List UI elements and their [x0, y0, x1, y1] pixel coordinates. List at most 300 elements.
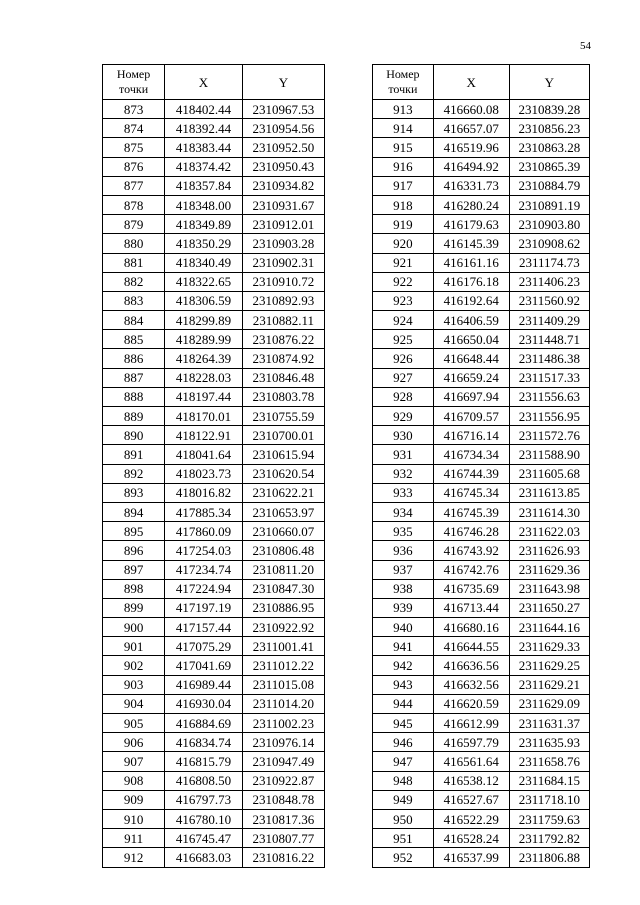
x-coordinate-cell: 416561.64	[433, 752, 509, 771]
table-row	[373, 694, 590, 713]
y-coordinate-cell: 2310903.80	[509, 215, 589, 234]
y-coordinate-cell: 2310811.20	[242, 560, 324, 579]
table-row	[373, 579, 590, 598]
x-coordinate-cell: 416716.14	[433, 426, 509, 445]
x-coordinate-cell: 416745.47	[165, 829, 243, 848]
y-coordinate-cell: 2310660.07	[242, 522, 324, 541]
x-coordinate-cell: 416746.28	[433, 522, 509, 541]
point-number-cell: 924	[373, 311, 434, 330]
table-header-row	[373, 65, 590, 100]
x-coordinate-cell: 416989.44	[165, 675, 243, 694]
table-row	[103, 100, 325, 119]
point-number-cell: 944	[373, 694, 434, 713]
point-number-cell: 890	[103, 426, 165, 445]
table-row	[373, 234, 590, 253]
x-coordinate-cell: 418340.49	[165, 253, 243, 272]
x-coordinate-cell: 416527.67	[433, 790, 509, 809]
point-number-cell: 925	[373, 330, 434, 349]
table-row	[373, 215, 590, 234]
table-row	[373, 541, 590, 560]
point-number-cell: 909	[103, 790, 165, 809]
table-row	[373, 809, 590, 828]
point-number-cell: 943	[373, 675, 434, 694]
x-coordinate-cell: 416161.16	[433, 253, 509, 272]
y-coordinate-cell: 2310910.72	[242, 272, 324, 291]
header-y: Y	[509, 65, 589, 100]
x-coordinate-cell: 416680.16	[433, 618, 509, 637]
point-number-cell: 898	[103, 579, 165, 598]
y-coordinate-cell: 2311556.63	[509, 387, 589, 406]
y-coordinate-cell: 2310865.39	[509, 157, 589, 176]
table-row	[373, 771, 590, 790]
point-number-cell: 928	[373, 387, 434, 406]
table-row	[373, 637, 590, 656]
y-coordinate-cell: 2311629.36	[509, 560, 589, 579]
y-coordinate-cell: 2311486.38	[509, 349, 589, 368]
point-number-cell: 912	[103, 848, 165, 867]
x-coordinate-cell: 418348.00	[165, 195, 243, 214]
point-number-cell: 952	[373, 848, 434, 867]
y-coordinate-cell: 2310947.49	[242, 752, 324, 771]
header-x: X	[165, 65, 243, 100]
y-coordinate-cell: 2310755.59	[242, 407, 324, 426]
point-number-cell: 923	[373, 291, 434, 310]
point-number-cell: 945	[373, 714, 434, 733]
y-coordinate-cell: 2311174.73	[509, 253, 589, 272]
y-coordinate-cell: 2310622.21	[242, 483, 324, 502]
table-row	[103, 464, 325, 483]
y-coordinate-cell: 2311626.93	[509, 541, 589, 560]
point-number-cell: 950	[373, 809, 434, 828]
point-number-cell: 877	[103, 176, 165, 195]
point-number-cell: 904	[103, 694, 165, 713]
x-coordinate-cell: 416331.73	[433, 176, 509, 195]
y-coordinate-cell: 2310806.48	[242, 541, 324, 560]
y-coordinate-cell: 2310700.01	[242, 426, 324, 445]
table-row	[373, 387, 590, 406]
point-number-cell: 907	[103, 752, 165, 771]
point-number-cell: 882	[103, 272, 165, 291]
x-coordinate-cell: 416612.99	[433, 714, 509, 733]
x-coordinate-cell: 416745.39	[433, 502, 509, 521]
x-coordinate-cell: 416620.59	[433, 694, 509, 713]
table-row	[373, 138, 590, 157]
point-number-cell: 937	[373, 560, 434, 579]
x-coordinate-cell: 416683.03	[165, 848, 243, 867]
table-row	[103, 694, 325, 713]
y-coordinate-cell: 2310912.01	[242, 215, 324, 234]
point-number-cell: 934	[373, 502, 434, 521]
table-row	[103, 560, 325, 579]
y-coordinate-cell: 2310876.22	[242, 330, 324, 349]
y-coordinate-cell: 2310803.78	[242, 387, 324, 406]
point-number-cell: 938	[373, 579, 434, 598]
x-coordinate-cell: 417224.94	[165, 579, 243, 598]
x-coordinate-cell: 416192.64	[433, 291, 509, 310]
x-coordinate-cell: 416780.10	[165, 809, 243, 828]
table-row	[373, 407, 590, 426]
table-row	[103, 733, 325, 752]
table-row	[373, 195, 590, 214]
y-coordinate-cell: 2310967.53	[242, 100, 324, 119]
point-number-cell: 931	[373, 445, 434, 464]
table-row	[373, 349, 590, 368]
table-row	[103, 215, 325, 234]
y-coordinate-cell: 2311001.41	[242, 637, 324, 656]
x-coordinate-cell: 416660.08	[433, 100, 509, 119]
x-coordinate-cell: 418392.44	[165, 119, 243, 138]
y-coordinate-cell: 2311605.68	[509, 464, 589, 483]
y-coordinate-cell: 2310934.82	[242, 176, 324, 195]
x-coordinate-cell: 416648.44	[433, 349, 509, 368]
point-number-cell: 902	[103, 656, 165, 675]
x-coordinate-cell: 416697.94	[433, 387, 509, 406]
table-header-row	[103, 65, 325, 100]
y-coordinate-cell: 2311629.33	[509, 637, 589, 656]
table-row	[373, 291, 590, 310]
y-coordinate-cell: 2310976.14	[242, 733, 324, 752]
table-row	[103, 157, 325, 176]
x-coordinate-cell: 417234.74	[165, 560, 243, 579]
x-coordinate-cell: 417157.44	[165, 618, 243, 637]
y-coordinate-cell: 2310931.67	[242, 195, 324, 214]
x-coordinate-cell: 416636.56	[433, 656, 509, 675]
point-number-cell: 874	[103, 119, 165, 138]
y-coordinate-cell: 2310882.11	[242, 311, 324, 330]
point-number-cell: 896	[103, 541, 165, 560]
y-coordinate-cell: 2310839.28	[509, 100, 589, 119]
table-row	[103, 502, 325, 521]
x-coordinate-cell: 418197.44	[165, 387, 243, 406]
x-coordinate-cell: 416179.63	[433, 215, 509, 234]
x-coordinate-cell: 418402.44	[165, 100, 243, 119]
table-row	[373, 829, 590, 848]
page-number: 54	[580, 40, 591, 52]
y-coordinate-cell: 2310891.19	[509, 195, 589, 214]
table-row	[373, 560, 590, 579]
point-number-cell: 933	[373, 483, 434, 502]
header-point-number: Номер точки	[373, 65, 434, 100]
x-coordinate-cell: 416808.50	[165, 771, 243, 790]
x-coordinate-cell: 416406.59	[433, 311, 509, 330]
table-row	[103, 119, 325, 138]
table-row	[103, 483, 325, 502]
table-row	[103, 426, 325, 445]
point-number-cell: 913	[373, 100, 434, 119]
point-number-cell: 947	[373, 752, 434, 771]
x-coordinate-cell: 416522.29	[433, 809, 509, 828]
x-coordinate-cell: 416734.34	[433, 445, 509, 464]
point-number-cell: 929	[373, 407, 434, 426]
point-number-cell: 888	[103, 387, 165, 406]
x-coordinate-cell: 416519.96	[433, 138, 509, 157]
table-row	[103, 291, 325, 310]
table-row	[373, 598, 590, 617]
point-number-cell: 900	[103, 618, 165, 637]
table-row	[373, 119, 590, 138]
x-coordinate-cell: 416650.04	[433, 330, 509, 349]
y-coordinate-cell: 2311629.09	[509, 694, 589, 713]
point-number-cell: 906	[103, 733, 165, 752]
point-number-cell: 891	[103, 445, 165, 464]
y-coordinate-cell: 2311409.29	[509, 311, 589, 330]
x-coordinate-cell: 416743.92	[433, 541, 509, 560]
y-coordinate-cell: 2311517.33	[509, 368, 589, 387]
x-coordinate-cell: 418306.59	[165, 291, 243, 310]
y-coordinate-cell: 2311015.08	[242, 675, 324, 694]
point-number-cell: 911	[103, 829, 165, 848]
y-coordinate-cell: 2311613.85	[509, 483, 589, 502]
table-row	[103, 234, 325, 253]
point-number-cell: 922	[373, 272, 434, 291]
x-coordinate-cell: 418322.65	[165, 272, 243, 291]
point-number-cell: 887	[103, 368, 165, 387]
x-coordinate-cell: 418299.89	[165, 311, 243, 330]
table-row	[373, 656, 590, 675]
x-coordinate-cell: 416834.74	[165, 733, 243, 752]
x-coordinate-cell: 416745.34	[433, 483, 509, 502]
point-number-cell: 935	[373, 522, 434, 541]
table-row	[373, 368, 590, 387]
coordinates-table-right	[372, 64, 590, 868]
y-coordinate-cell: 2311002.23	[242, 714, 324, 733]
y-coordinate-cell: 2311806.88	[509, 848, 589, 867]
table-row	[373, 618, 590, 637]
coordinates-table-left	[102, 64, 325, 868]
point-number-cell: 936	[373, 541, 434, 560]
y-coordinate-cell: 2310615.94	[242, 445, 324, 464]
y-coordinate-cell: 2311650.27	[509, 598, 589, 617]
table-row	[103, 809, 325, 828]
x-coordinate-cell: 418264.39	[165, 349, 243, 368]
x-coordinate-cell: 417075.29	[165, 637, 243, 656]
y-coordinate-cell: 2311658.76	[509, 752, 589, 771]
y-coordinate-cell: 2311644.16	[509, 618, 589, 637]
x-coordinate-cell: 418023.73	[165, 464, 243, 483]
x-coordinate-cell: 416632.56	[433, 675, 509, 694]
y-coordinate-cell: 2311629.25	[509, 656, 589, 675]
point-number-cell: 942	[373, 656, 434, 675]
table-row	[373, 464, 590, 483]
y-coordinate-cell: 2311718.10	[509, 790, 589, 809]
point-number-cell: 940	[373, 618, 434, 637]
table-row	[103, 771, 325, 790]
y-coordinate-cell: 2311588.90	[509, 445, 589, 464]
y-coordinate-cell: 2310863.28	[509, 138, 589, 157]
y-coordinate-cell: 2310816.22	[242, 848, 324, 867]
point-number-cell: 916	[373, 157, 434, 176]
y-coordinate-cell: 2310922.87	[242, 771, 324, 790]
point-number-cell: 875	[103, 138, 165, 157]
table-row	[373, 502, 590, 521]
point-number-cell: 895	[103, 522, 165, 541]
point-number-cell: 946	[373, 733, 434, 752]
table-row	[373, 157, 590, 176]
table-row	[373, 253, 590, 272]
header-y: Y	[242, 65, 324, 100]
x-coordinate-cell: 418228.03	[165, 368, 243, 387]
y-coordinate-cell: 2311643.98	[509, 579, 589, 598]
x-coordinate-cell: 416884.69	[165, 714, 243, 733]
point-number-cell: 901	[103, 637, 165, 656]
y-coordinate-cell: 2310902.31	[242, 253, 324, 272]
x-coordinate-cell: 416709.57	[433, 407, 509, 426]
x-coordinate-cell: 418357.84	[165, 176, 243, 195]
x-coordinate-cell: 416597.79	[433, 733, 509, 752]
x-coordinate-cell: 416659.24	[433, 368, 509, 387]
point-number-cell: 881	[103, 253, 165, 272]
y-coordinate-cell: 2310846.48	[242, 368, 324, 387]
point-number-cell: 876	[103, 157, 165, 176]
table-row	[103, 387, 325, 406]
table-row	[373, 733, 590, 752]
y-coordinate-cell: 2310848.78	[242, 790, 324, 809]
y-coordinate-cell: 2311556.95	[509, 407, 589, 426]
table-row	[373, 330, 590, 349]
table-row	[103, 848, 325, 867]
x-coordinate-cell: 418122.91	[165, 426, 243, 445]
table-row	[103, 349, 325, 368]
table-row	[103, 138, 325, 157]
point-number-cell: 885	[103, 330, 165, 349]
y-coordinate-cell: 2311629.21	[509, 675, 589, 694]
header-point-number: Номер точки	[103, 65, 165, 100]
table-row	[103, 330, 325, 349]
y-coordinate-cell: 2310874.92	[242, 349, 324, 368]
table-row	[103, 368, 325, 387]
point-number-cell: 910	[103, 809, 165, 828]
table-row	[103, 598, 325, 617]
x-coordinate-cell: 416538.12	[433, 771, 509, 790]
point-number-cell: 908	[103, 771, 165, 790]
x-coordinate-cell: 418374.42	[165, 157, 243, 176]
table-row	[103, 618, 325, 637]
y-coordinate-cell: 2310620.54	[242, 464, 324, 483]
x-coordinate-cell: 416657.07	[433, 119, 509, 138]
table-row	[103, 195, 325, 214]
table-row	[103, 445, 325, 464]
y-coordinate-cell: 2310952.50	[242, 138, 324, 157]
y-coordinate-cell: 2311406.23	[509, 272, 589, 291]
x-coordinate-cell: 416176.18	[433, 272, 509, 291]
table-row	[373, 445, 590, 464]
point-number-cell: 939	[373, 598, 434, 617]
y-coordinate-cell: 2310922.92	[242, 618, 324, 637]
point-number-cell: 918	[373, 195, 434, 214]
y-coordinate-cell: 2311572.76	[509, 426, 589, 445]
point-number-cell: 921	[373, 253, 434, 272]
point-number-cell: 926	[373, 349, 434, 368]
table-row	[373, 272, 590, 291]
y-coordinate-cell: 2310908.62	[509, 234, 589, 253]
table-row	[373, 675, 590, 694]
table-row	[103, 253, 325, 272]
table-row	[103, 714, 325, 733]
y-coordinate-cell: 2310886.95	[242, 598, 324, 617]
table-row	[373, 483, 590, 502]
x-coordinate-cell: 417254.03	[165, 541, 243, 560]
x-coordinate-cell: 418041.64	[165, 445, 243, 464]
y-coordinate-cell: 2310892.93	[242, 291, 324, 310]
y-coordinate-cell: 2311014.20	[242, 694, 324, 713]
table-row	[103, 407, 325, 426]
x-coordinate-cell: 416797.73	[165, 790, 243, 809]
table-row	[103, 752, 325, 771]
table-row	[103, 272, 325, 291]
table-row	[103, 541, 325, 560]
x-coordinate-cell: 417041.69	[165, 656, 243, 675]
table-row	[103, 637, 325, 656]
x-coordinate-cell: 416280.24	[433, 195, 509, 214]
table-row	[373, 100, 590, 119]
point-number-cell: 884	[103, 311, 165, 330]
y-coordinate-cell: 2310884.79	[509, 176, 589, 195]
point-number-cell: 915	[373, 138, 434, 157]
point-number-cell: 873	[103, 100, 165, 119]
x-coordinate-cell: 416644.55	[433, 637, 509, 656]
table-row	[103, 656, 325, 675]
point-number-cell: 894	[103, 502, 165, 521]
y-coordinate-cell: 2310653.97	[242, 502, 324, 521]
x-coordinate-cell: 416930.04	[165, 694, 243, 713]
x-coordinate-cell: 418016.82	[165, 483, 243, 502]
point-number-cell: 889	[103, 407, 165, 426]
point-number-cell: 932	[373, 464, 434, 483]
table-body-left	[103, 100, 325, 868]
x-coordinate-cell: 417197.19	[165, 598, 243, 617]
table-row	[103, 522, 325, 541]
point-number-cell: 886	[103, 349, 165, 368]
point-number-cell: 927	[373, 368, 434, 387]
y-coordinate-cell: 2311631.37	[509, 714, 589, 733]
table-row	[373, 176, 590, 195]
point-number-cell: 920	[373, 234, 434, 253]
x-coordinate-cell: 417860.09	[165, 522, 243, 541]
x-coordinate-cell: 418383.44	[165, 138, 243, 157]
table-row	[373, 752, 590, 771]
point-number-cell: 948	[373, 771, 434, 790]
y-coordinate-cell: 2311684.15	[509, 771, 589, 790]
point-number-cell: 951	[373, 829, 434, 848]
x-coordinate-cell: 416713.44	[433, 598, 509, 617]
point-number-cell: 878	[103, 195, 165, 214]
table-row	[373, 848, 590, 867]
point-number-cell: 883	[103, 291, 165, 310]
y-coordinate-cell: 2311759.63	[509, 809, 589, 828]
point-number-cell: 879	[103, 215, 165, 234]
x-coordinate-cell: 416735.69	[433, 579, 509, 598]
table-row	[373, 714, 590, 733]
table-row	[103, 579, 325, 598]
point-number-cell: 917	[373, 176, 434, 195]
point-number-cell: 903	[103, 675, 165, 694]
point-number-cell: 941	[373, 637, 434, 656]
y-coordinate-cell: 2311448.71	[509, 330, 589, 349]
table-row	[373, 522, 590, 541]
x-coordinate-cell: 416494.92	[433, 157, 509, 176]
table-row	[103, 176, 325, 195]
table-row	[373, 311, 590, 330]
y-coordinate-cell: 2310950.43	[242, 157, 324, 176]
point-number-cell: 892	[103, 464, 165, 483]
table-row	[103, 790, 325, 809]
y-coordinate-cell: 2311622.03	[509, 522, 589, 541]
y-coordinate-cell: 2310954.56	[242, 119, 324, 138]
table-row	[103, 311, 325, 330]
x-coordinate-cell: 416744.39	[433, 464, 509, 483]
y-coordinate-cell: 2311614.30	[509, 502, 589, 521]
point-number-cell: 897	[103, 560, 165, 579]
